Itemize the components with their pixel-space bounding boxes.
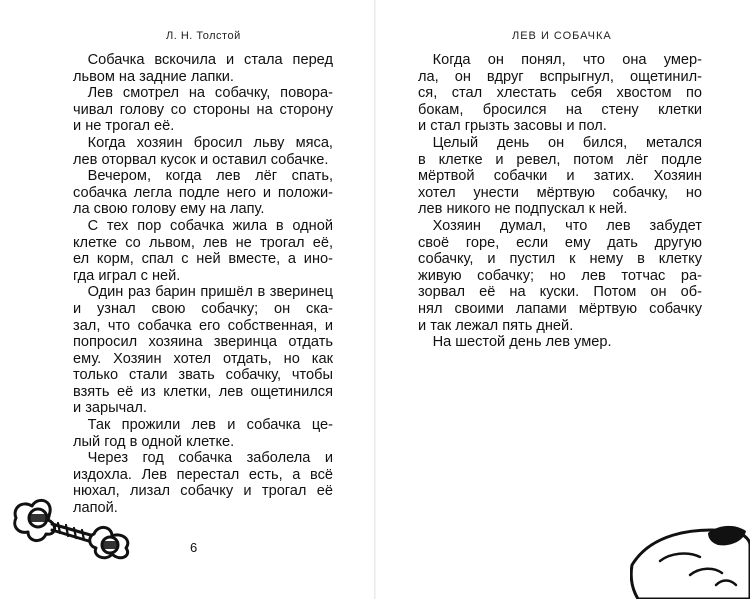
text-line: Через год собачка заболела и xyxy=(73,450,333,467)
rope-bone-icon xyxy=(8,490,138,560)
paragraph xyxy=(73,284,333,417)
text-line: и стал грызть засовы и пол. xyxy=(418,118,607,135)
paragraph xyxy=(418,218,702,334)
text-line: На шестой день лев умер. xyxy=(418,334,612,351)
paragraph xyxy=(418,334,702,351)
text-line: Хозяин думал, что лев забудет xyxy=(418,217,702,234)
text-line: и зарычал. xyxy=(73,400,147,417)
text-line: только стали звать собачку, чтобы xyxy=(73,367,333,384)
text-line: издохла. Лев перестал есть, а всё xyxy=(73,466,333,483)
paragraph xyxy=(73,135,333,168)
text-line: клетке со львом, лев не трогал её, xyxy=(73,234,333,251)
text-line: Целый день он бился, метался xyxy=(418,134,702,151)
paragraph xyxy=(73,218,333,284)
author-running-head: Л. Н. Толстой xyxy=(166,30,241,42)
text-line: С тех пор собачка жила в одной xyxy=(73,217,333,234)
paragraph xyxy=(73,168,333,218)
text-line: Один раз барин пришёл в зверинец xyxy=(73,284,333,301)
text-line: Лев смотрел на собачку, повора- xyxy=(73,85,333,102)
text-line: живую собачку; но лев тотчас ра- xyxy=(418,267,702,284)
text-line: хотел унести мёртвую собачку, но xyxy=(418,184,702,201)
text-line: в клетке и ревел, потом лёг подле xyxy=(418,151,702,168)
text-line: ла свою голову ему на лапу. xyxy=(73,201,265,218)
left-page-text xyxy=(73,52,333,517)
text-line: попросил хозяина зверинца отдать xyxy=(73,334,333,351)
text-line: Вечером, когда лев лёг спать, xyxy=(73,168,333,185)
text-line: зал, что собачка его собственная, и xyxy=(73,317,333,334)
text-line: нюхал, лизал собачку и трогал её xyxy=(73,483,333,500)
text-line: гда играл с ней. xyxy=(73,267,181,284)
page-number: 6 xyxy=(190,540,198,555)
text-line: ла, он вдруг вспрыгнул, ощетинил- xyxy=(418,68,702,85)
text-line: и узнал свою собачку; он ска- xyxy=(73,300,333,317)
dog-paw-icon xyxy=(630,505,750,599)
text-line: ел корм, спал с ней вместе, а ино- xyxy=(73,251,333,268)
text-line: и так лежал пять дней. xyxy=(418,317,574,334)
text-line: собачку, и пустил к нему в клетку xyxy=(418,251,702,268)
text-line: своё горе, если ему дать другую xyxy=(418,234,702,251)
text-line: взять её из клетки, лев ощетинился xyxy=(73,383,333,400)
page-gutter xyxy=(374,0,376,599)
text-line: Когда он понял, что она умер- xyxy=(418,52,702,68)
text-line: мёртвой собачки и затих. Хозяин xyxy=(418,168,702,185)
text-line: ся, стал хлестать себя хвостом по xyxy=(418,85,702,102)
text-line: чивал голову со стороны на сторону xyxy=(73,101,333,118)
paragraph xyxy=(73,52,333,85)
right-page-text xyxy=(418,52,702,351)
text-line: собачка легла подле него и положи- xyxy=(73,184,333,201)
paragraph xyxy=(418,52,702,135)
text-line: ему. Хозяин хотел отдать, но как xyxy=(73,350,333,367)
text-line: лев никого не подпускал к ней. xyxy=(418,201,628,218)
paragraph xyxy=(418,135,702,218)
text-line: и не трогал её. xyxy=(73,118,175,135)
paragraph xyxy=(73,85,333,135)
text-line: Когда хозяин бросил льву мяса, xyxy=(73,134,333,151)
text-line: нял своими лапами мёртвую собачку xyxy=(418,300,702,317)
text-line: Собачка вскочила и стала перед xyxy=(73,52,333,68)
text-line: лапой. xyxy=(73,500,118,517)
text-line: лый год в одной клетке. xyxy=(73,433,235,450)
title-running-head: ЛЕВ И СОБАЧКА xyxy=(512,30,612,42)
text-line: лев оторвал кусок и оставил собачке. xyxy=(73,151,329,168)
text-line: Так прожили лев и собачка це- xyxy=(73,417,333,434)
paragraph xyxy=(73,417,333,450)
text-line: львом на задние лапки. xyxy=(73,68,234,85)
text-line: зорвал её на куски. Потом он об- xyxy=(418,284,702,301)
text-line: бокам, бросился на стену клетки xyxy=(418,101,702,118)
